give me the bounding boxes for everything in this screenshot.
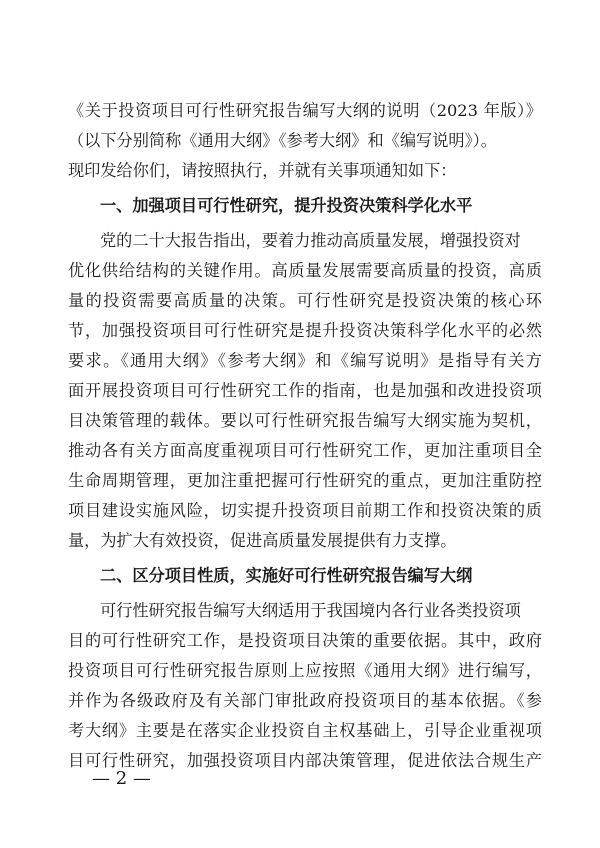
text-line-18: 目的可行性研究工作，是投资项目决策的重要依据。其中，政府 [68,631,542,650]
section-heading-2: 二、区分项目性质，实施好可行性研究报告编写大纲 [100,566,473,585]
page-number: — 2 — [92,768,151,789]
text-line-3: 现印发给你们，请按照执行，并就有关事项通知如下： [68,161,457,180]
section-heading-1: 一、加强项目可行性研究，提升投资决策科学化水平 [100,196,473,215]
text-line-9: 要求。《通用大纲》《参考大纲》和《编写说明》是指导有关方 [68,351,542,370]
text-line-20: 并作为各级政府及有关部门审批政府投资项目的基本依据。《参 [68,691,542,710]
text-line-14: 项目建设实施风险，切实提升投资项目前期工作和投资决策的质 [68,501,542,520]
text-line-10: 面开展投资项目可行性研究工作的指南，也是加强和改进投资项 [68,381,542,400]
text-line-1: 《关于投资项目可行性研究报告编写大纲的说明（2023 年版）》 [68,101,542,120]
text-line-12: 推动各有关方面高度重视项目可行性研究工作，更加注重项目全 [68,441,542,460]
text-line-21: 考大纲》主要是在落实企业投资自主权基础上，引导企业重视项 [68,721,542,740]
text-line-22: 目可行性研究，加强投资项目内部决策管理，促进依法合规生产 [68,751,542,770]
text-line-7: 量的投资需要高质量的决策。可行性研究是投资决策的核心环 [68,291,542,310]
text-line-13: 生命周期管理，更加注重把握可行性研究的重点，更加注重防控 [68,471,542,490]
text-line-17: 可行性研究报告编写大纲适用于我国境内各行业各类投资项 [100,601,521,620]
text-line-19: 投资项目可行性研究报告原则上应按照《通用大纲》进行编写， [68,661,542,680]
text-line-8: 节，加强投资项目可行性研究是提升投资决策科学化水平的必然 [68,321,542,340]
text-line-15: 量，为扩大有效投资，促进高质量发展提供有力支撑。 [68,531,457,550]
text-line-11: 目决策管理的载体。要以可行性研究报告编写大纲实施为契机， [68,411,542,430]
text-line-6: 优化供给结构的关键作用。高质量发展需要高质量的投资，高质 [68,261,542,280]
text-line-2: （以下分别简称《通用大纲》《参考大纲》和《编写说明》）。 [68,131,497,150]
text-line-5: 党的二十大报告指出，要着力推动高质量发展，增强投资对 [100,231,521,250]
